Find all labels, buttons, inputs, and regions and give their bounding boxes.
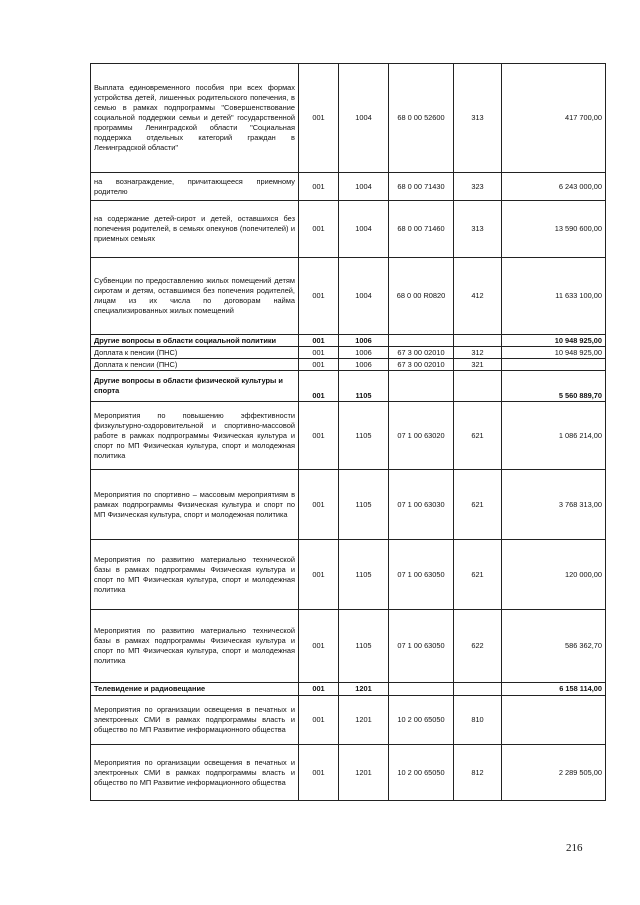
row-rz: 1105	[339, 402, 389, 470]
table-row	[91, 258, 606, 335]
row-ved: 001	[299, 540, 339, 610]
row-ved: 001	[299, 64, 339, 173]
row-csr: 07 1 00 63050	[389, 540, 454, 610]
row-csr: 67 3 00 02010	[389, 359, 454, 371]
table-row	[91, 173, 606, 201]
row-name: Мероприятия по повышению эффективности физкультурно-оздоровительной и спортивно-массовой работе в рамках подпрограммы Физическая культура и спорт по МП Физическая культура, спорт и молодежная политика	[91, 402, 299, 470]
row-vr: 810	[454, 696, 502, 745]
row-sum: 10 948 925,00	[502, 347, 606, 359]
row-name: Телевидение и радиовещание	[91, 683, 299, 696]
row-ved: 001	[299, 470, 339, 540]
row-vr: 812	[454, 745, 502, 801]
row-vr: 313	[454, 201, 502, 258]
row-name: Выплата единовременного пособия при всех формах устройства детей, лишенных родительского попечения, в семью в рамках подпрограммы "Совершенствование социальной поддержки семьи и детей" государственной программы Ленинградской области "Социальная поддержка отдельных категорий граждан в Ленинградской области"	[91, 64, 299, 173]
row-rz: 1004	[339, 173, 389, 201]
table-row	[91, 359, 606, 371]
row-csr: 07 1 00 63050	[389, 610, 454, 683]
row-csr: 68 0 00 R0820	[389, 258, 454, 335]
row-csr: 68 0 00 71430	[389, 173, 454, 201]
row-ved: 001	[299, 347, 339, 359]
row-vr: 412	[454, 258, 502, 335]
row-sum: 3 768 313,00	[502, 470, 606, 540]
row-sum: 11 633 100,00	[502, 258, 606, 335]
table-row	[91, 201, 606, 258]
row-sum: 586 362,70	[502, 610, 606, 683]
row-sum: 6 243 000,00	[502, 173, 606, 201]
table-row	[91, 402, 606, 470]
table-row	[91, 347, 606, 359]
row-csr: 07 1 00 63020	[389, 402, 454, 470]
row-rz: 1006	[339, 347, 389, 359]
row-name: на содержание детей-сирот и детей, оставшихся без попечения родителей, в семьях опекунов (попечителей) и приемных семьях	[91, 201, 299, 258]
row-vr: 621	[454, 402, 502, 470]
section-row	[91, 683, 606, 696]
row-vr: 621	[454, 470, 502, 540]
row-rz: 1105	[339, 540, 389, 610]
row-csr	[389, 683, 454, 696]
row-csr	[389, 371, 454, 402]
row-sum: 2 289 505,00	[502, 745, 606, 801]
table-row	[91, 540, 606, 610]
row-csr: 67 3 00 02010	[389, 347, 454, 359]
row-name: Мероприятия по организации освещения в печатных и электронных СМИ в рамках подпрограммы власть и общество по МП Развитие информационного общества	[91, 696, 299, 745]
row-csr: 68 0 00 52600	[389, 64, 454, 173]
row-rz: 1201	[339, 745, 389, 801]
row-ved: 001	[299, 258, 339, 335]
row-rz: 1004	[339, 201, 389, 258]
row-name: Другие вопросы в области физической культуры и спорта	[91, 371, 299, 402]
row-rz: 1105	[339, 610, 389, 683]
table-row	[91, 696, 606, 745]
row-ved: 001	[299, 696, 339, 745]
row-sum: 417 700,00	[502, 64, 606, 173]
row-rz: 1006	[339, 359, 389, 371]
table-row	[91, 470, 606, 540]
row-vr: 313	[454, 64, 502, 173]
row-vr: 622	[454, 610, 502, 683]
row-csr: 07 1 00 63030	[389, 470, 454, 540]
section-row	[91, 371, 606, 402]
row-name: Мероприятия по организации освещения в печатных и электронных СМИ в рамках подпрограммы власть и общество по МП Развитие информационного общества	[91, 745, 299, 801]
row-name: на вознаграждение, причитающееся приемному родителю	[91, 173, 299, 201]
row-vr	[454, 683, 502, 696]
row-ved: 001	[299, 610, 339, 683]
row-ved: 001	[299, 683, 339, 696]
row-ved: 001	[299, 402, 339, 470]
row-rz: 1201	[339, 696, 389, 745]
row-csr: 10 2 00 65050	[389, 745, 454, 801]
row-ved: 001	[299, 335, 339, 347]
row-name: Мероприятия по развитию материально технической базы в рамках подпрограммы Физическая культура и спорт по МП Физическая культура, спорт и молодежная политика	[91, 540, 299, 610]
row-ved: 001	[299, 745, 339, 801]
section-row	[91, 335, 606, 347]
row-name: Субвенции по предоставлению жилых помещений детям сиротам и детям, оставшимся без попечения родителей, лицам из их числа по договорам найма специализированных жилых помещений	[91, 258, 299, 335]
row-rz: 1105	[339, 470, 389, 540]
row-name: Доплата к пенсии (ПНС)	[91, 359, 299, 371]
row-rz: 1105	[339, 371, 389, 402]
row-ved: 001	[299, 173, 339, 201]
row-csr: 68 0 00 71460	[389, 201, 454, 258]
row-sum: 5 560 889,70	[502, 371, 606, 402]
row-ved: 001	[299, 371, 339, 402]
row-vr: 321	[454, 359, 502, 371]
budget-table	[90, 63, 606, 801]
row-vr: 621	[454, 540, 502, 610]
table-row	[91, 610, 606, 683]
page-number: 216	[566, 842, 583, 854]
row-sum	[502, 359, 606, 371]
row-ved: 001	[299, 359, 339, 371]
row-name: Мероприятия по спортивно – массовым мероприятиям в рамках подпрограммы Физическая культура и спорт по МП Физическая культура, спорт и молодежная политика	[91, 470, 299, 540]
row-vr	[454, 371, 502, 402]
row-name: Доплата к пенсии (ПНС)	[91, 347, 299, 359]
row-sum: 1 086 214,00	[502, 402, 606, 470]
row-rz: 1004	[339, 258, 389, 335]
row-sum	[502, 696, 606, 745]
table-row	[91, 64, 606, 173]
row-csr	[389, 335, 454, 347]
row-sum: 120 000,00	[502, 540, 606, 610]
row-vr	[454, 335, 502, 347]
table-row	[91, 745, 606, 801]
row-name: Мероприятия по развитию материально технической базы в рамках подпрограммы Физическая культура и спорт по МП Физическая культура, спорт и молодежная политика	[91, 610, 299, 683]
row-ved: 001	[299, 201, 339, 258]
row-sum: 13 590 600,00	[502, 201, 606, 258]
row-sum: 6 158 114,00	[502, 683, 606, 696]
row-rz: 1201	[339, 683, 389, 696]
row-vr: 312	[454, 347, 502, 359]
row-csr: 10 2 00 65050	[389, 696, 454, 745]
row-rz: 1006	[339, 335, 389, 347]
row-rz: 1004	[339, 64, 389, 173]
row-name: Другие вопросы в области социальной политики	[91, 335, 299, 347]
row-sum: 10 948 925,00	[502, 335, 606, 347]
row-vr: 323	[454, 173, 502, 201]
